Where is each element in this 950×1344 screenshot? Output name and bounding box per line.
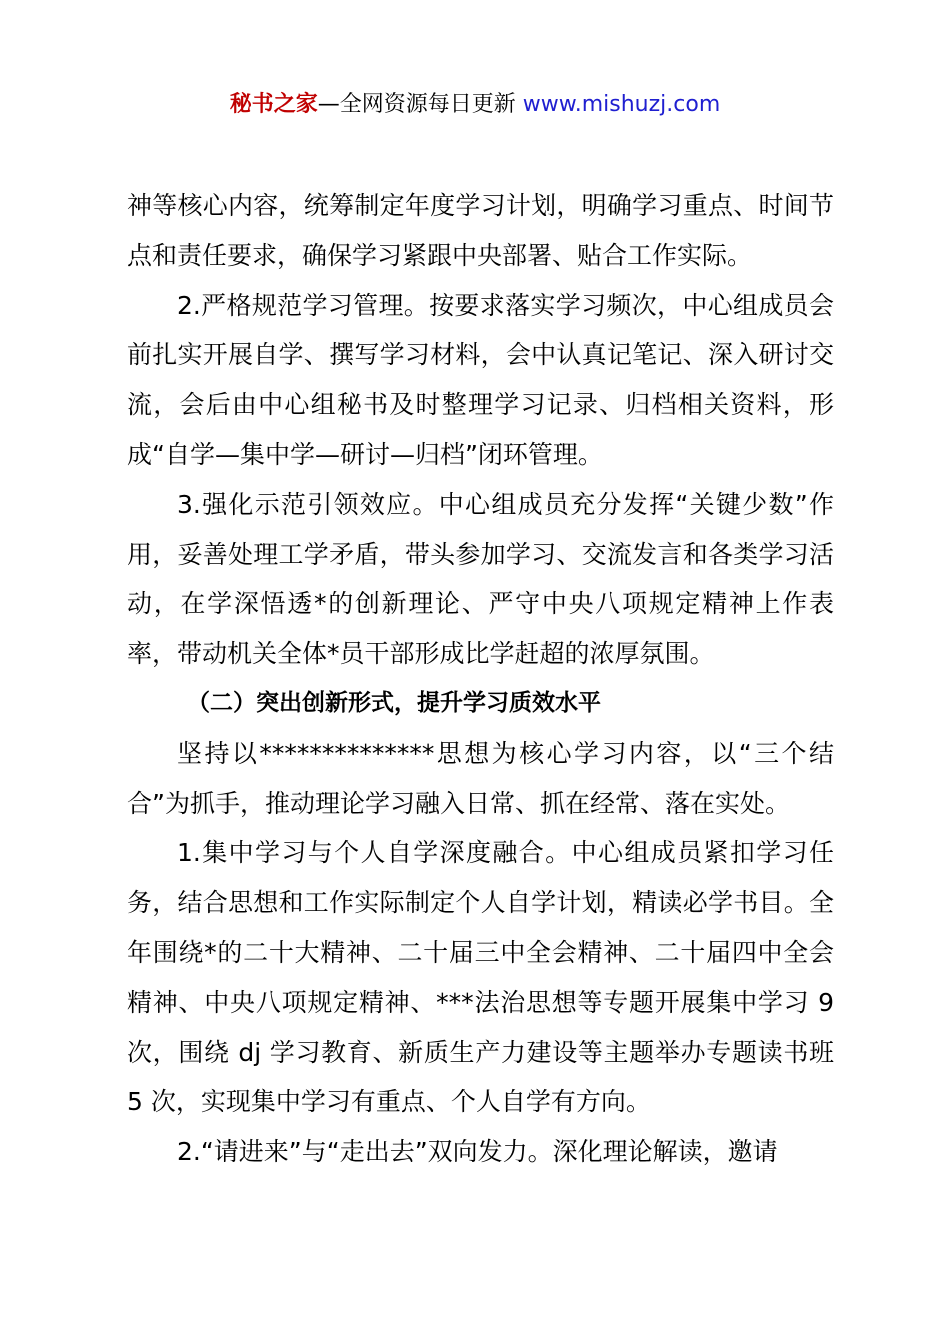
paragraph-item-2-two-way: 2.“请进来”与“走出去”双向发力。深化理论解读，邀请 — [177, 1137, 778, 1167]
site-url[interactable]: www.mishuzj.com — [522, 92, 721, 117]
section-heading: （二）突出创新形式，提升学习质效水平 — [187, 689, 601, 716]
header-tagline: —全网资源每日更新 — [317, 92, 516, 117]
brand-name: 秘书之家 — [229, 92, 318, 117]
paragraph-item-1-integration: 1.集中学习与个人自学深度融合。中心组成员紧扣学习任务，结合思想和工作实际制定个人自学计划，精读必学书目。全年围绕*的二十大精神、二十届三中全会精神、二十届四中全会精神、中央八项规定精神、***法治思想等专题开展集中学习 9 次，围绕 dj 学习教育、新质生产力建设等主题举办专题读书班 5 次，实现集中学习有重点、个人自学有方向。 — [127, 838, 834, 1117]
paragraph-section-intro: 坚持以**************思想为核心学习内容，以“三个结合”为抓手，推动理论学习融入日常、抓在经常、落在实处。 — [127, 738, 834, 818]
paragraph-item-2-learning-management: 2.严格规范学习管理。按要求落实学习频次，中心组成员会前扎实开展自学、撰写学习材料，会中认真记笔记、深入研讨交流，会后由中心组秘书及时整理学习记录、归档相关资料，形成“自学—集中学—研讨—归档”闭环管理。 — [127, 290, 834, 469]
document-body — [127, 181, 834, 1177]
paragraph-item-3-exemplary-role: 3.强化示范引领效应。中心组成员充分发挥“关键少数”作用，妥善处理工学矛盾，带头参加学习、交流发言和各类学习活动，在学深悟透*的创新理论、严守中央八项规定精神上作表率，带动机关全体*员干部形成比学赶超的浓厚氛围。 — [127, 489, 834, 669]
paragraph-continuation: 神等核心内容，统筹制定年度学习计划，明确学习重点、时间节点和责任要求，确保学习紧跟中央部署、贴合工作实际。 — [127, 191, 834, 270]
page-header — [0, 90, 950, 120]
